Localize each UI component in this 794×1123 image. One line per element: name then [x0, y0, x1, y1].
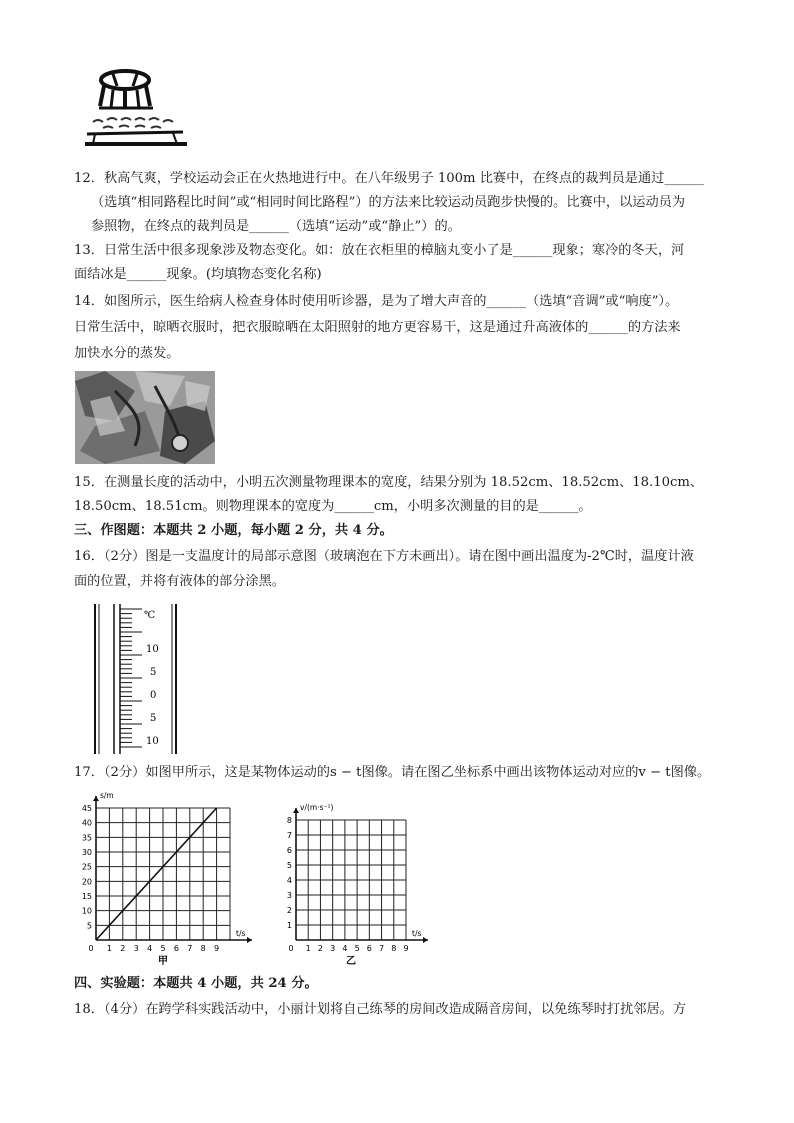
y-tick-label: 4: [286, 876, 292, 885]
x-tick-label: 9: [403, 944, 409, 953]
q14-line3: 加快水分的蒸发。: [74, 346, 180, 361]
x-tick-label: 0: [88, 944, 94, 953]
section-3-heading: 三、作图题：本题共 2 小题，每小题 2 分，共 4 分。: [74, 523, 393, 538]
y-tick-label: 5: [86, 921, 92, 931]
q14-line2: 日常生活中，晾晒衣服时，把衣服晾晒在太阳照射的地方更容易干，这是通过升高液体的______的方法来: [74, 320, 681, 335]
y-tick-label: 45: [81, 804, 92, 813]
x-axis-label: t/s: [412, 929, 422, 938]
st-graph-svg: [72, 788, 262, 966]
q12-line3: 参照物，在终点的裁判员是______（选填“运动”或“静止”）的。: [91, 219, 461, 234]
q12-line1: 12．秋高气爽，学校运动会正在火热地进行中。在八年级男子 100m 比赛中，在终点的裁判员是通过______: [74, 171, 704, 186]
x-tick-label: 8: [391, 944, 397, 953]
stethoscope-photo: [75, 371, 215, 464]
y-tick-label: 35: [81, 833, 92, 843]
thermometer-unit: ℃: [144, 610, 156, 621]
y-tick-label: 5: [286, 861, 292, 870]
x-tick-label: 5: [160, 944, 166, 953]
thermo-label-0: 0: [150, 690, 157, 701]
x-tick-label: 7: [187, 944, 193, 953]
q12-line2: （选填“相同路程比时间”或“相同时间比路程”）的方法来比较运动员跑步快慢的。比赛中，以运动员为: [91, 195, 686, 210]
x-tick-label: 6: [173, 944, 179, 953]
vt-graph-svg: [276, 800, 451, 966]
x-tick-label: 1: [305, 944, 311, 953]
sun-icon: [73, 64, 203, 156]
x-tick-label: 2: [317, 944, 323, 953]
stethoscope-image-icon: [75, 371, 215, 464]
x-tick-label: 8: [200, 944, 206, 953]
y-tick-label: 40: [81, 818, 92, 828]
y-tick-label: 20: [81, 877, 92, 887]
q13-line1: 13．日常生活中很多现象涉及物态变化。如：放在衣柜里的樟脑丸变小了是______现象；寒冷的冬天，河: [74, 243, 685, 258]
y-tick-label: 6: [286, 846, 292, 855]
x-axis-arrow: [423, 937, 428, 943]
x-axis-arrow: [247, 937, 252, 943]
sun-drying-figure: [73, 64, 203, 156]
y-axis-label: s/m: [100, 791, 114, 800]
q13-line2: 面结冰是______现象。(均填物态变化名称): [74, 267, 322, 282]
thermo-label-10-bottom: 10: [146, 736, 159, 747]
x-tick-label: 0: [288, 944, 294, 953]
y-tick-label: 3: [286, 891, 292, 900]
series-line: [96, 808, 217, 940]
chart-title: 甲: [158, 956, 168, 966]
y-tick-label: 2: [286, 906, 292, 915]
vt-graph-yi: [276, 800, 451, 966]
thermo-label-5-bottom: 5: [150, 713, 157, 724]
y-axis-label: v/(m·s⁻¹): [300, 803, 334, 812]
y-tick-label: 10: [81, 906, 92, 916]
x-tick-label: 1: [106, 944, 112, 953]
x-tick-label: 7: [379, 944, 385, 953]
q18-line1: 18．（4分）在跨学科实践活动中，小丽计划将自己练琴的房间改造成隔音房间，以免练琴时打扰邻居。方: [74, 1002, 687, 1017]
x-tick-label: 9: [214, 944, 220, 953]
x-tick-label: 2: [120, 944, 126, 953]
thermometer-figure: [88, 604, 188, 754]
x-tick-label: 6: [366, 944, 372, 953]
q17-line1: 17．（2分）如图甲所示，这是某物体运动的s − t图像。请在图乙坐标系中画出该物体运动对应的v − t图像。: [74, 765, 711, 780]
x-tick-label: 5: [354, 944, 360, 953]
q15-line1: 15．在测量长度的活动中，小明五次测量物理课本的宽度，结果分别为 18.52cm、18.52cm、18.10cm、: [74, 475, 704, 490]
x-tick-label: 4: [147, 944, 153, 953]
q14-line1: 14．如图所示，医生给病人检查身体时使用听诊器，是为了增大声音的______（选填“音调”或“响度”）。: [74, 294, 679, 309]
x-tick-label: 4: [342, 944, 348, 953]
q15-line2: 18.50cm、18.51cm。则物理课本的宽度为______cm，小明多次测量的目的是______。: [74, 499, 592, 514]
y-axis-arrow: [93, 796, 99, 801]
y-tick-label: 1: [286, 921, 292, 930]
y-tick-label: 7: [286, 831, 292, 840]
y-tick-label: 8: [286, 816, 292, 825]
x-axis-label: t/s: [236, 929, 246, 938]
x-tick-label: 3: [330, 944, 336, 953]
x-tick-label: 3: [133, 944, 139, 953]
thermo-label-5-top: 5: [150, 667, 157, 678]
q16-line2: 面的位置，并将有液体的部分涂黑。: [74, 574, 285, 589]
chart-title: 乙: [346, 956, 356, 966]
q16-line1: 16．（2分）图是一支温度计的局部示意图（玻璃泡在下方未画出）。请在图中画出温度为-2℃时，温度计液: [74, 549, 694, 564]
y-tick-label: 30: [81, 848, 92, 857]
y-tick-label: 15: [81, 892, 92, 901]
y-axis-arrow: [293, 808, 299, 813]
y-tick-label: 25: [81, 862, 92, 872]
thermometer-icon: [88, 604, 188, 754]
st-graph-jia: [72, 788, 262, 966]
section-4-heading: 四、实验题：本题共 4 小题，共 24 分。: [74, 976, 318, 991]
thermo-label-10-top: 10: [146, 644, 159, 655]
